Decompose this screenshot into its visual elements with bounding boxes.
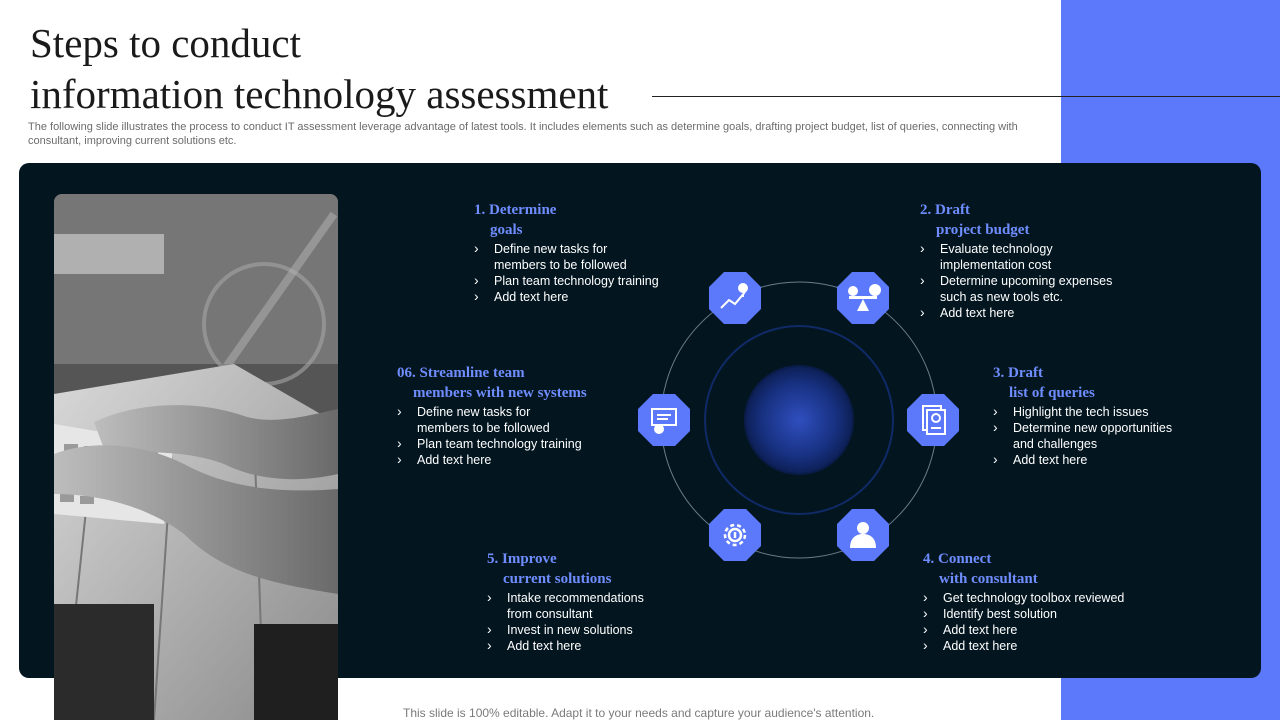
node-improve-solutions [709, 509, 761, 561]
step-draft-queries [993, 363, 1172, 468]
step-draft-budget [920, 200, 1112, 321]
page-title [30, 18, 608, 120]
subtitle: The following slide illustrates the process to conduct IT assessment leverage advantage of latest tools. It includes elements such as determine goals, drafting project budget, list of queries, connecting with consultant, improving current solutions etc. [28, 121, 1018, 147]
core-circle [745, 366, 853, 474]
keyboard-photo [54, 194, 338, 720]
node-connect-consultant [837, 509, 889, 561]
list-item: › Add text here [920, 305, 1112, 321]
bullet-list [397, 404, 587, 468]
step-heading: 1. Determine goals [474, 202, 557, 238]
step-improve-solutions [487, 549, 644, 654]
title-line-2: information technology assessment [30, 71, 609, 117]
list-item: › Evaluate technology implementation cost [920, 241, 1112, 273]
query-document-icon [923, 406, 945, 434]
step-determine-goals [474, 200, 659, 305]
node-draft-queries [907, 394, 959, 446]
list-item: › Identify best solution [923, 606, 1124, 622]
list-item: › Define new tasks for members to be followed [474, 241, 659, 273]
list-item: › Intake recommendations from consultant [487, 590, 644, 622]
keyboard-photo-illustration [54, 194, 338, 720]
list-item: › Highlight the tech issues [993, 404, 1172, 420]
bullet-list [993, 404, 1172, 468]
list-item: › Get technology toolbox reviewed [923, 590, 1124, 606]
step-heading: 4. Connect with consultant [923, 551, 1038, 587]
node-determine-goals [709, 272, 761, 324]
bullet-list [474, 241, 659, 305]
bullet-list [487, 590, 644, 654]
step-heading: 06. Streamline team members with new systems [397, 365, 587, 401]
list-item: › Add text here [923, 638, 1124, 654]
step-connect-consultant [923, 549, 1124, 654]
bullet-list [920, 241, 1112, 321]
list-item: › Add text here [487, 638, 644, 654]
list-item: › Add text here [397, 452, 587, 468]
bullet-list [923, 590, 1124, 654]
list-item: › Define new tasks for members to be followed [397, 404, 587, 436]
title-line-1: Steps to conduct [30, 20, 302, 66]
step-heading: 2. Draft project budget [920, 202, 1030, 238]
step-heading: 5. Improve current solutions [487, 551, 612, 587]
step-heading: 3. Draft list of queries [993, 365, 1095, 401]
list-item: › Determine new opportunities and challenges [993, 420, 1172, 452]
list-item: › Add text here [474, 289, 659, 305]
list-item: › Add text here [993, 452, 1172, 468]
list-item: › Invest in new solutions [487, 622, 644, 638]
title-rule [652, 96, 1280, 97]
node-draft-budget [837, 272, 889, 324]
list-item: › Plan team technology training [397, 436, 587, 452]
list-item: › Plan team technology training [474, 273, 659, 289]
step-streamline-team [397, 363, 587, 468]
list-item: › Add text here [923, 622, 1124, 638]
footer-note: This slide is 100% editable. Adapt it to your needs and capture your audience's attention. [403, 706, 875, 720]
list-item: › Determine upcoming expenses such as new tools etc. [920, 273, 1112, 305]
node-streamline-team [638, 394, 690, 446]
